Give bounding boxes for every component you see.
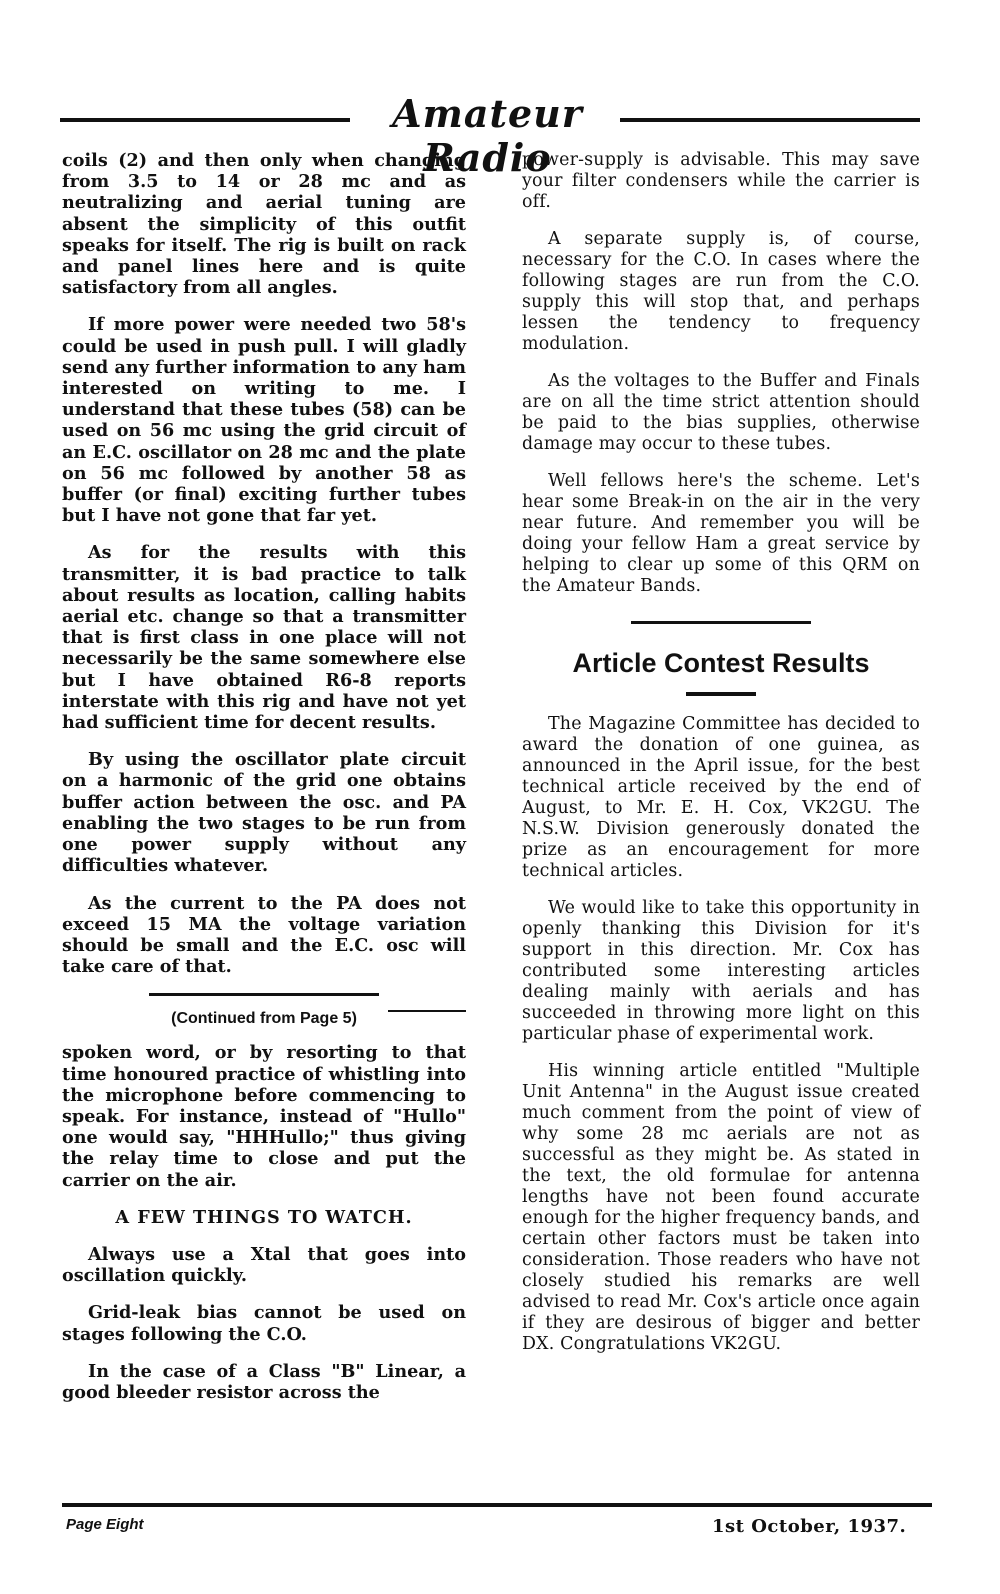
masthead-rule-left xyxy=(60,118,350,122)
continued-heading-rule xyxy=(388,1010,466,1012)
section-divider xyxy=(631,621,811,624)
continued-heading xyxy=(62,1010,466,1028)
page-number: Page Eight xyxy=(66,1516,144,1533)
continued-heading-text: (Continued from Page 5) xyxy=(171,1010,357,1028)
left-column xyxy=(62,150,466,1419)
paragraph: As the current to the PA does not exceed 15 MA the voltage variation should be small and the E.C. osc will take care of that. xyxy=(62,892,466,978)
paragraph: Always use a Xtal that goes into oscillation quickly. xyxy=(62,1243,466,1287)
section-title: Article Contest Results xyxy=(572,648,870,678)
paragraph: spoken word, or by resorting to that time honoured practice of whistling into the microphone before commencing to speak. For instance, instead of "Hullo" one would say, "HHHullo;" thus giving the relay time to close and put the carrier on the air. xyxy=(62,1042,466,1191)
paragraph: Well fellows here's the scheme. Let's hear some Break-in on the air in the very near future. And remember you will be doing your fellow Ham a great service by helping to clear up some of this QRM on the Amateur Bands. xyxy=(522,471,920,596)
section-divider xyxy=(149,993,379,996)
masthead-title: Amateur Radio xyxy=(392,91,583,180)
right-column xyxy=(522,150,920,1371)
masthead-rule-right xyxy=(620,118,920,122)
paragraph: In the case of a Class "B" Linear, a good bleeder resistor across the xyxy=(62,1360,466,1403)
masthead xyxy=(60,91,920,180)
paragraph: As for the results with this transmitter, it is bad practice to talk about results as location, calling habits aerial etc. change so that a transmitter that is first class in one place will not necessarily be the same somewhere else but I have obtained R6-8 reports interstate with this rig and have not yet had sufficient time for decent results. xyxy=(62,542,466,734)
title-underline xyxy=(686,692,756,696)
footer-rule xyxy=(62,1503,932,1507)
paragraph: A separate supply is, of course, necessary for the C.O. In cases where the following stages are run from the C.O. supply this will stop that, and perhaps lessen the tendency to frequency modulation. xyxy=(522,229,920,354)
subheading: A FEW THINGS TO WATCH. xyxy=(115,1206,413,1228)
paragraph: His winning article entitled "Multiple Unit Antenna" in the August issue created much comment from the point of view of why some 28 mc aerials are not as successful as they might be. As stated in the text, the old formulae for antenna lengths have not been found accurate enough for the higher frequency bands, and certain other factors must be taken into consideration. Those readers who have not closely studied his remarks are well advised to read Mr. Cox's article once again if they are desirous of bigger and better DX. Congratulations VK2GU. xyxy=(522,1061,920,1354)
issue-date: 1st October, 1937. xyxy=(712,1516,907,1537)
paragraph: coils (2) and then only when changing from 3.5 to 14 or 28 mc and as neutralizing and aerial tuning are absent the simplicity of this outfit speaks for itself. The rig is built on rack and panel lines here and is quite satisfactory from all angles. xyxy=(62,150,466,299)
paragraph: Grid-leak bias cannot be used on stages following the C.O. xyxy=(62,1302,466,1345)
paragraph: By using the oscillator plate circuit on a harmonic of the grid one obtains buffer action between the osc. and PA enabling the two stages to be run from one power supply without any difficulties whatever. xyxy=(62,749,466,877)
paragraph: As the voltages to the Buffer and Finals are on all the time strict attention should be paid to the bias supplies, otherwise damage may occur to these tubes. xyxy=(522,371,920,454)
paragraph: The Magazine Committee has decided to award the donation of one guinea, as announced in the April issue, for the best technical article received by the end of August, to Mr. E. H. Cox, VK2GU. The N.S.W. Division generously donated the prize as an encouragement for more technical articles. xyxy=(522,714,920,881)
paragraph: If more power were needed two 58's could be used in push pull. I will gladly send any further information to any ham interested on writing to me. I understand that these tubes (58) can be used on 56 mc using the grid circuit of an E.C. oscillator on 28 mc and the plate on 56 mc followed by another 58 as buffer (or final) exciting further tubes but I have not gone that far yet. xyxy=(62,314,466,527)
paragraph: power-supply is advisable. This may save your filter condensers while the carrier is off. xyxy=(522,150,920,212)
paragraph: We would like to take this opportunity in openly thanking this Division for it's support in this direction. Mr. Cox has contributed some interesting articles dealing mainly with aerials and has succeeded in throwing more light on this particular phase of experimental work. xyxy=(522,898,920,1044)
